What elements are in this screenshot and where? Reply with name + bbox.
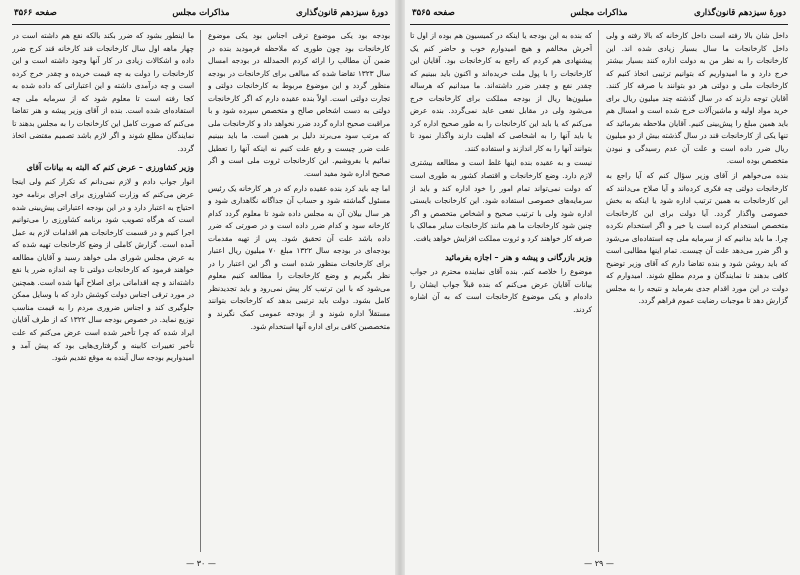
right-page-title: مذاکرات مجلس	[570, 8, 628, 18]
right-page	[410, 6, 788, 568]
column-divider	[598, 30, 599, 552]
left-page-left-column	[12, 30, 194, 552]
left-page	[12, 6, 390, 568]
right-page-columns	[410, 30, 788, 552]
speaker-heading: وزیر بازرگانی و پیشه و هنر – اجازه بفرمائید	[445, 252, 592, 263]
left-page-title: مذاکرات مجلس	[172, 8, 230, 18]
left-page-columns	[12, 30, 390, 552]
paragraph: اما چه باید کرد بنده عقیده دارم که در هر کارخانه یک رئیس مسئول گماشته شود و حساب آن جداگانه نگاهداری شود و هر سال بیلان آن به مجلس داده شود تا معلوم گردد کدام کارخانه سود و کدام ضرر داده است و در صورتی که ضرر داده باشد علت آن تحقیق شود. پس از تهیه مقدمات بودجه‌ای در بودجه سال ۱۳۲۲ مبلغ ۷۰ میلیون ریال اعتبار برای کارخانجات منظور شده است و اگر این اعتبار را در نظر بگیریم و وضع کارخانجات را مطالعه کنیم معلوم می‌شود که با این ترتیب کار پیش نمی‌رود و باید تجدیدنظر کامل بشود. دولت باید ترتیبی بدهد که کارخانجات بتوانند مستقلاً اداره شوند و از بودجه عمومی کمک نگیرند و متخصصین کافی برای اداره آنها استخدام شود.	[208, 183, 390, 331]
right-page-header	[410, 6, 788, 25]
right-page-left-column	[410, 30, 592, 552]
right-page-right-column	[606, 30, 788, 552]
paragraph: بنده می‌خواهم از آقای وزیر سؤال کنم که آیا راجع به کارخانجات دولتی چه فکری کرده‌اند و آیا صلاح می‌دانند که این کارخانجات به همین ترتیب اداره شود یا اینکه به بخش خصوصی واگذار گردد. آیا دولت برای این کارخانجات متخصص استخدام کرده است یا خیر و اگر استخدام نکرده چرا. ما باید بدانیم که از سرمایه ملی چه استفاده‌ای می‌شود و اگر ضرر می‌دهد علت آن چیست. تمام اینها مطالبی است که باید روشن شود و بنده تقاضا دارم که آقای وزیر توضیح کافی بدهند تا نمایندگان و مردم مطلع شوند. امیدوارم که دولت در این مورد اقدام جدی بفرماید و نتیجه را به مجلس گزارش دهد تا موجبات رضایت عموم فراهم گردد.	[606, 171, 788, 306]
right-page-number-label: صفحه ۳۵۶۵	[412, 8, 455, 18]
paragraph: بودجه بود یکی موضوع ترقی اجناس بود یکی موضوع کارخانجات بود چون طوری که ملاحظه فرمودید بنده در ضمن آن مطالب را ارائه کردم الحمدلله در بودجه امسال سال ۱۳۲۳ تقاضا شده که مبالغی برای کارخانجات در بودجه منظور گردد و این موضوع مربوط به کارخانجات دولتی و تجارت دولتی است. اولاً بنده عقیده دارم که اگر کارخانجات دولتی به دست اشخاص صالح و متخصص سپرده شود و با مراقبت صحیح اداره گردد ضرر نخواهد داد و کارخانجات ملی که مرتب سود می‌برند دلیل بر همین است. ما باید ببینیم علت ضرر چیست و رفع علت کنیم نه اینکه آنها را تعطیل نمائیم یا بفروشیم. این کارخانجات ثروت ملی است و اگر صحیح اداره شود مفید است.	[208, 31, 390, 179]
right-page-footer-number: — ۲۹ —	[584, 559, 614, 568]
paragraph: داخل شان بالا رفته است داخل کارخانه که بالا رفته و ولی داخل کارخانجات ما سال بسیار زیادی شده اند. این کارخانجات را به نظر من به دولت اداره کنند بسیار بیشتر خرج دارد و ما امیدواریم که بتوانیم ترتیبی اتخاذ کنیم که کارخانجات ملی و دولتی هر دو بتوانند با صرفه کار کنند. آقایان توجه دارند که در سال گذشته چند میلیون ریال برای خرید مواد اولیه و ماشین‌آلات خرج شده است و امسال هم باید همین مبلغ را پیش‌بینی کنیم. آقایان ملاحظه بفرمائید که تنها یکی از کارخانجات قند در سال گذشته بیش از دو میلیون ریال ضرر داده است و علت آن عدم رسیدگی و نبودن متخصص بوده است.	[606, 31, 788, 166]
left-page-header	[12, 6, 390, 25]
book-gutter	[395, 0, 405, 575]
left-page-number-label: صفحه ۳۵۶۶	[14, 8, 57, 18]
paragraph: موضوع را خلاصه کنم. بنده آقای نماینده محترم در جواب بیانات آقایان عرض می‌کنم که بنده قبلاً جواب ایشان را داده‌ام و یکی موضوع کارخانجات است که به آن اشاره کردند.	[410, 267, 592, 314]
left-page-session: دورهٔ سیزدهم قانون‌گذاری	[296, 8, 388, 18]
speaker-heading: وزیر کشاورزی – عرض کنم که البته به بیانات آقای	[26, 162, 194, 173]
left-page-footer-number: — ۳۰ —	[186, 559, 216, 568]
left-page-right-column	[208, 30, 390, 552]
paragraph: انوار جواب دادم و لازم نمی‌دانم که تکرار کنم ولی اینجا عرض می‌کنم که وزارت کشاورزی برای اجرای برنامه خود احتیاج به اعتبار دارد و در این بودجه اعتباراتی پیش‌بینی شده است که هرگاه تصویب شود برنامه کشاورزی را می‌توانیم اجرا کنیم و در قسمت کارخانجات هم اقدامات لازم به عمل آمده است. گزارش کاملی از وضع کارخانجات تهیه شده که به عرض مجلس شورای ملی خواهد رسید و آقایان مطالعه خواهند فرمود که کارخانجات دولتی تا چه اندازه ضرر یا نفع داشته‌اند و چه اقداماتی برای اصلاح آنها شده است. همچنین در مورد ترقی اجناس دولت کوشش دارد که با وسایل ممکن جلوگیری کند و اجناس ضروری مردم را به قیمت مناسب توزیع نماید. در خصوص بودجه سال ۱۳۲۲ که از طرف آقایان ایراد شده که چرا تأخیر شده است عرض می‌کنم که علت تأخیر تغییرات کابینه و گرفتاری‌هایی بود که پیش آمد و امیدواریم بودجه سال آینده به موقع تقدیم شود.	[12, 177, 194, 363]
column-divider	[200, 30, 201, 552]
right-page-session: دورهٔ سیزدهم قانون‌گذاری	[694, 8, 786, 18]
paragraph: نیست و به عقیده بنده اینها غلط است و مطالعه بیشتری لازم دارد. وضع کارخانجات و اقتصاد کشور به طوری است که دولت نمی‌تواند تمام امور را خود اداره کند و باید از سرمایه‌های خصوصی استفاده شود. این کارخانجات بایستی اداره شود ولی با ترتیب صحیح و اشخاص متخصص و اگر چنین شود کارخانجات ما هم مانند کارخانجات سایر ممالک با صرفه کار خواهند کرد و ثروت مملکت افزایش خواهد یافت.	[410, 158, 592, 243]
paragraph: که بنده به این بودجه یا اینکه در کمیسیون هم بوده از اول تا آخرش مخالفم و هیچ امیدوارم خوب و حاضر کنم یک پیشنهادی هم کردم که راجع به کارخانجات بود. آقایان این کارخانجات را با پول ملت خریده‌اند و اکنون باید ببینیم که چقدر نفع و چقدر ضرر داشته‌اند. ما میدانیم که هرساله میلیون‌ها ریال از بودجه مملکت برای کارخانجات خرج می‌شود ولی در مقابل نفعی عاید نمی‌گردد. بنده عرض می‌کنم که یا باید این کارخانجات را به طور صحیح اداره کرد یا باید آنها را به اشخاصی که اهلیت دارند واگذار نمود تا بتوانند آنها را به کار اندازند و استفاده کنند.	[410, 31, 592, 153]
paragraph: ما اینطور بشود که ضرر بکند بالکه نفع هم داشته است در چهار ماهه اول سال کارخانجات قند کارخانه قند کرج ضرر داده و اشکالات زیادی در کار آنها وجود داشته است و این کارخانجات را دولت به چه قیمت خریده و چقدر خرج کرده است و چه درآمدی داشته و این اعتباراتی که داده شده به کجا رفته است تا معلوم شود که از سرمایه ملی چه استفاده‌ای شده است. بنده از آقای وزیر پیشه و هنر تقاضا می‌کنم که صورت کامل این کارخانجات را به مجلس بدهند تا نمایندگان مطلع شوند و اگر لازم باشد تصمیم مقتضی اتخاذ گردد.	[12, 31, 194, 153]
